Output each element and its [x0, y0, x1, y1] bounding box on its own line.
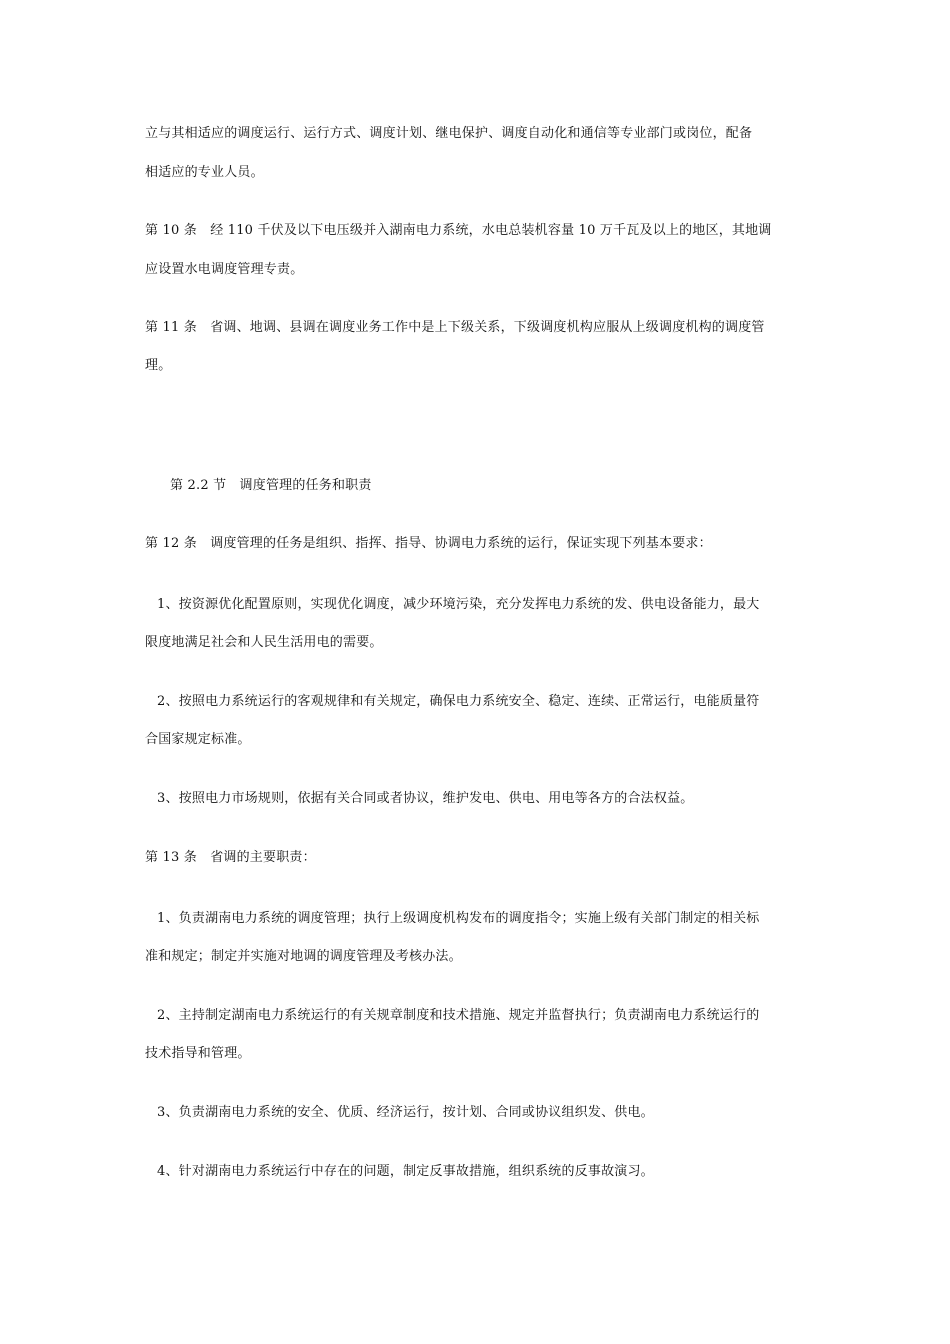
list-item: 2、主持制定湖南电力系统运行的有关规章制度和技术措施、规定并监督执行；负责湖南电力系统运行的 [157, 1008, 760, 1023]
article-12-line: 第 12 条 调度管理的任务是组织、指挥、指导、协调电力系统的运行，保证实现下列基本要求： [145, 536, 712, 551]
article-11-line: 第 11 条 省调、地调、县调在调度业务工作中是上下级关系，下级调度机构应服从上级调度机构的调度管 [145, 320, 765, 335]
list-item: 3、负责湖南电力系统的安全、优质、经济运行，按计划、合同或协议组织发、供电。 [157, 1105, 654, 1120]
list-item: 3、按照电力市场规则，依据有关合同或者协议，维护发电、供电、用电等各方的合法权益。 [157, 791, 694, 806]
section-heading: 第 2.2 节 调度管理的任务和职责 [170, 478, 372, 493]
text-line: 准和规定；制定并实施对地调的调度管理及考核办法。 [145, 949, 462, 964]
article-10-line: 第 10 条 经 110 千伏及以下电压级并入湖南电力系统，水电总装机容量 10 万千瓦及以上的地区，其地调 [145, 223, 772, 238]
text-line: 限度地满足社会和人民生活用电的需要。 [145, 635, 383, 650]
text-line: 理。 [145, 358, 172, 373]
text-line: 应设置水电调度管理专责。 [145, 262, 304, 277]
text-line: 合国家规定标准。 [145, 732, 251, 747]
article-13-line: 第 13 条 省调的主要职责： [145, 850, 316, 865]
list-item: 1、按资源优化配置原则，实现优化调度，减少环境污染，充分发挥电力系统的发、供电设备能力，最大 [157, 597, 760, 612]
text-line: 立与其相适应的调度运行、运行方式、调度计划、继电保护、调度自动化和通信等专业部门或岗位，配备 [145, 126, 753, 141]
list-item: 2、按照电力系统运行的客观规律和有关规定，确保电力系统安全、稳定、连续、正常运行，电能质量符 [157, 694, 760, 709]
text-line: 技术指导和管理。 [145, 1046, 251, 1061]
list-item: 1、负责湖南电力系统的调度管理；执行上级调度机构发布的调度指令；实施上级有关部门制定的相关标 [157, 911, 760, 926]
list-item: 4、针对湖南电力系统运行中存在的问题，制定反事故措施，组织系统的反事故演习。 [157, 1164, 654, 1179]
text-line: 相适应的专业人员。 [145, 165, 264, 180]
